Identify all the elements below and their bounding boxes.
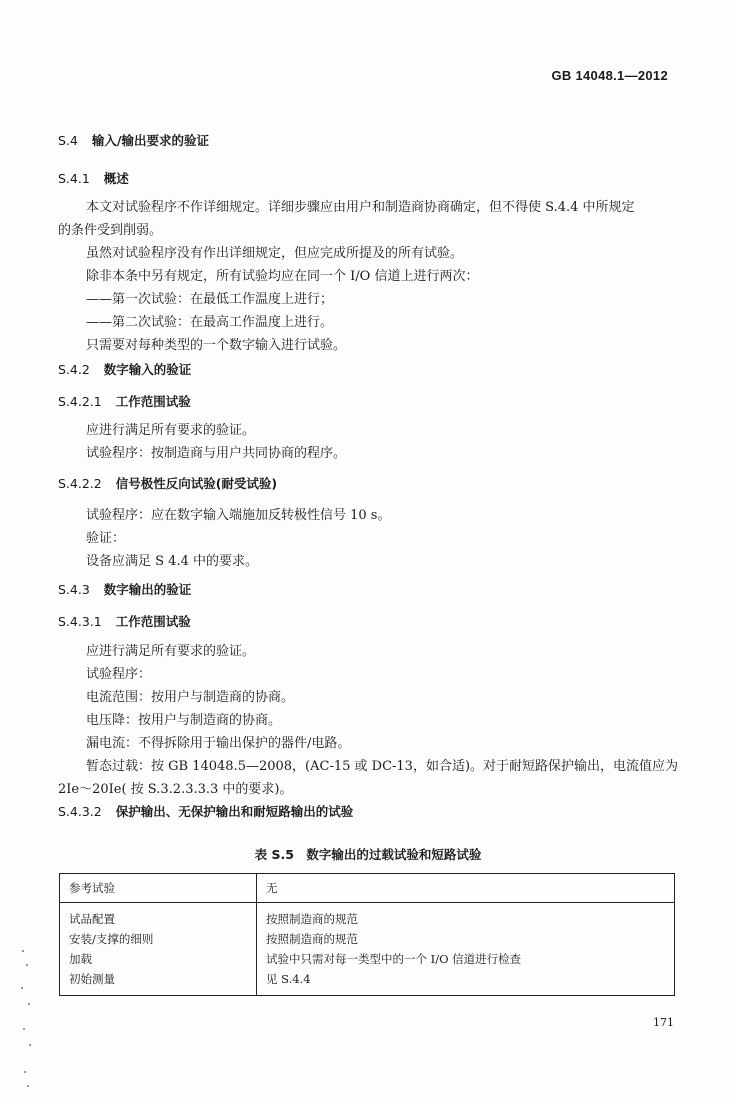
cell-line: 试品配置 [69,912,115,926]
standard-number: GB 14048.1—2012 [551,68,668,83]
text-line: 虽然对试验程序没有作出详细规定，但应完成所提及的所有试验。 [86,246,464,261]
section-number: S.4.2 [58,362,90,377]
paragraph-s421 [58,419,680,465]
section-number: S.4.3.1 [58,614,102,629]
section-title: 信号极性反向试验(耐受试验) [115,476,278,491]
text-line: 本文对试验程序不作详细规定。详细步骤应由用户和制造商协商确定，但不得使 S.4.4 中所规定 [86,200,635,215]
text-line: 2Ie～20Ie( 按 S.3.2.3.3.3 中的要求)。 [58,782,293,797]
section-heading-s431 [58,612,191,630]
section-title: 数字输出的验证 [103,582,192,597]
section-heading-s432 [58,802,353,820]
paragraph-s422 [58,504,680,573]
section-heading-s421 [58,392,191,410]
text-line: 的条件受到削弱。 [58,223,163,238]
section-number: S.4.3 [58,582,90,597]
cell-line: 按照制造商的规范 [266,912,358,926]
paragraph-s41 [58,196,680,357]
text-line: 设备应满足 S 4.4 中的要求。 [86,554,258,569]
paragraph-s431 [58,640,680,801]
text-line: ——第一次试验：在最低工作温度上进行； [86,292,334,307]
table-caption: 表 S.5 数字输出的过载试验和短路试验 [254,847,482,862]
section-heading-s42 [58,360,191,378]
test-table [59,873,675,996]
text-line: 试验程序：应在数字输入端施加反转极性信号 10 s。 [86,508,391,523]
text-line: 漏电流：不得拆除用于输出保护的器件/电路。 [86,736,351,751]
text-line: 除非本条中另有规定，所有试验均应在同一个 I/O 信道上进行两次： [86,269,479,284]
table-header-cell: 参考试验 [60,874,257,903]
section-title: 工作范围试验 [115,394,191,409]
cell-line: 见 S.4.4 [266,972,311,986]
scan-noise [20,940,34,1090]
text-line: 电流范围：按用户与制造商的协商。 [86,690,295,705]
section-number: S.4 [58,133,78,148]
text-line: 电压降：按用户与制造商的协商。 [86,713,282,728]
text-line: 试验程序： [86,667,152,682]
section-title: 概述 [103,171,129,186]
page-number: 171 [653,1016,674,1029]
text-line: 验证： [86,531,126,546]
section-number: S.4.3.2 [58,804,102,819]
text-line: 暂态过载：按 GB 14048.5—2008，(AC-15 或 DC-13，如合适)。对于耐短路保护输出，电流值应为 [86,759,679,774]
section-number: S.4.2.1 [58,394,102,409]
cell-line: 初始测量 [69,972,115,986]
section-title: 保护输出、无保护输出和耐短路输出的试验 [115,804,354,819]
cell-line: 安装/支撑的细则 [69,932,154,946]
table-cell [257,903,675,996]
table-row [60,903,675,996]
section-heading-s422 [58,474,277,492]
section-number: S.4.1 [58,171,90,186]
cell-line: 试验中只需对每一类型中的一个 I/O 信道进行检查 [266,952,522,966]
section-title: 输入/输出要求的验证 [91,133,209,148]
table-cell [60,903,257,996]
cell-line: 加载 [69,952,92,966]
cell-line: 按照制造商的规范 [266,932,358,946]
section-heading-s43 [58,580,191,598]
text-line: 应进行满足所有要求的验证。 [86,423,256,438]
section-number: S.4.2.2 [58,476,102,491]
section-heading-s41 [58,169,129,187]
table-header-cell: 无 [257,874,675,903]
table-header-row [60,874,675,903]
section-title: 数字输入的验证 [103,362,192,377]
text-line: 试验程序：按制造商与用户共同协商的程序。 [86,446,347,461]
text-line: 应进行满足所有要求的验证。 [86,644,256,659]
section-title: 工作范围试验 [115,614,191,629]
text-line: ——第二次试验：在最高工作温度上进行。 [86,315,334,330]
section-heading-s4 [58,131,209,149]
text-line: 只需要对每种类型的一个数字输入进行试验。 [86,338,347,353]
